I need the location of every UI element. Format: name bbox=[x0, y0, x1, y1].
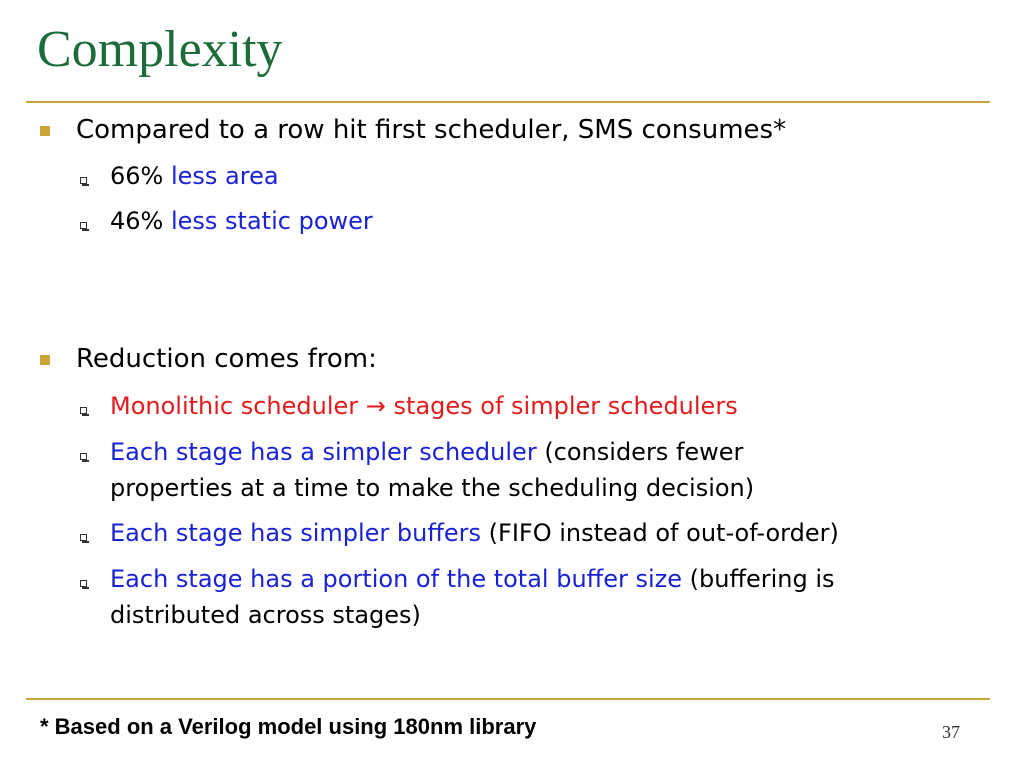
hollow-square-bullet-icon bbox=[80, 177, 87, 184]
hollow-square-bullet-icon bbox=[80, 453, 87, 460]
hollow-square-bullet-icon bbox=[80, 407, 87, 414]
right-arrow-icon: → bbox=[365, 392, 386, 420]
highlight-text: Each stage has simpler buffers bbox=[110, 519, 482, 547]
sub-bullet-buffer-size bbox=[110, 561, 835, 597]
highlight-text: less static power bbox=[170, 207, 373, 235]
bullet-compared: Compared to a row hit first scheduler, SMS consumes* bbox=[76, 115, 787, 145]
slide-title: Complexity bbox=[37, 21, 283, 78]
square-bullet-icon bbox=[40, 126, 50, 136]
page-number: 37 bbox=[942, 722, 960, 742]
sub-bullet-area bbox=[110, 158, 279, 194]
highlight-text: Each stage has a simpler scheduler bbox=[110, 438, 537, 466]
sub-bullet-monolithic bbox=[110, 388, 738, 424]
sub-bullet-text: (buffering is bbox=[682, 565, 835, 593]
title-divider bbox=[26, 101, 990, 103]
sub-bullet-power bbox=[110, 203, 373, 239]
sub-bullet-buffers bbox=[110, 515, 839, 551]
hollow-square-bullet-icon bbox=[80, 580, 87, 587]
highlight-text: less area bbox=[170, 162, 279, 190]
sub-bullet-scheduler bbox=[110, 434, 743, 470]
highlight-text: Each stage has a portion of the total buffer size bbox=[110, 565, 682, 593]
sub-bullet-text: (considers fewer bbox=[536, 438, 744, 466]
sub-bullet-text: 46% bbox=[110, 207, 171, 235]
sub-bullet-text: (FIFO instead of out-of-order) bbox=[481, 519, 839, 547]
square-bullet-icon bbox=[40, 355, 50, 365]
sub-bullet-text: Monolithic scheduler bbox=[110, 392, 366, 420]
hollow-square-bullet-icon bbox=[80, 534, 87, 541]
bullet-reduction: Reduction comes from: bbox=[76, 344, 377, 374]
footnote: * Based on a Verilog model using 180nm library bbox=[40, 714, 537, 739]
sub-bullet-text: 66% bbox=[110, 162, 171, 190]
sub-bullet-text: stages of simpler schedulers bbox=[385, 392, 738, 420]
hollow-square-bullet-icon bbox=[80, 222, 87, 229]
sub-bullet-buffer-size-cont: distributed across stages) bbox=[110, 601, 421, 629]
sub-bullet-scheduler-cont: properties at a time to make the scheduling decision) bbox=[110, 474, 755, 502]
footer-divider bbox=[26, 698, 990, 700]
